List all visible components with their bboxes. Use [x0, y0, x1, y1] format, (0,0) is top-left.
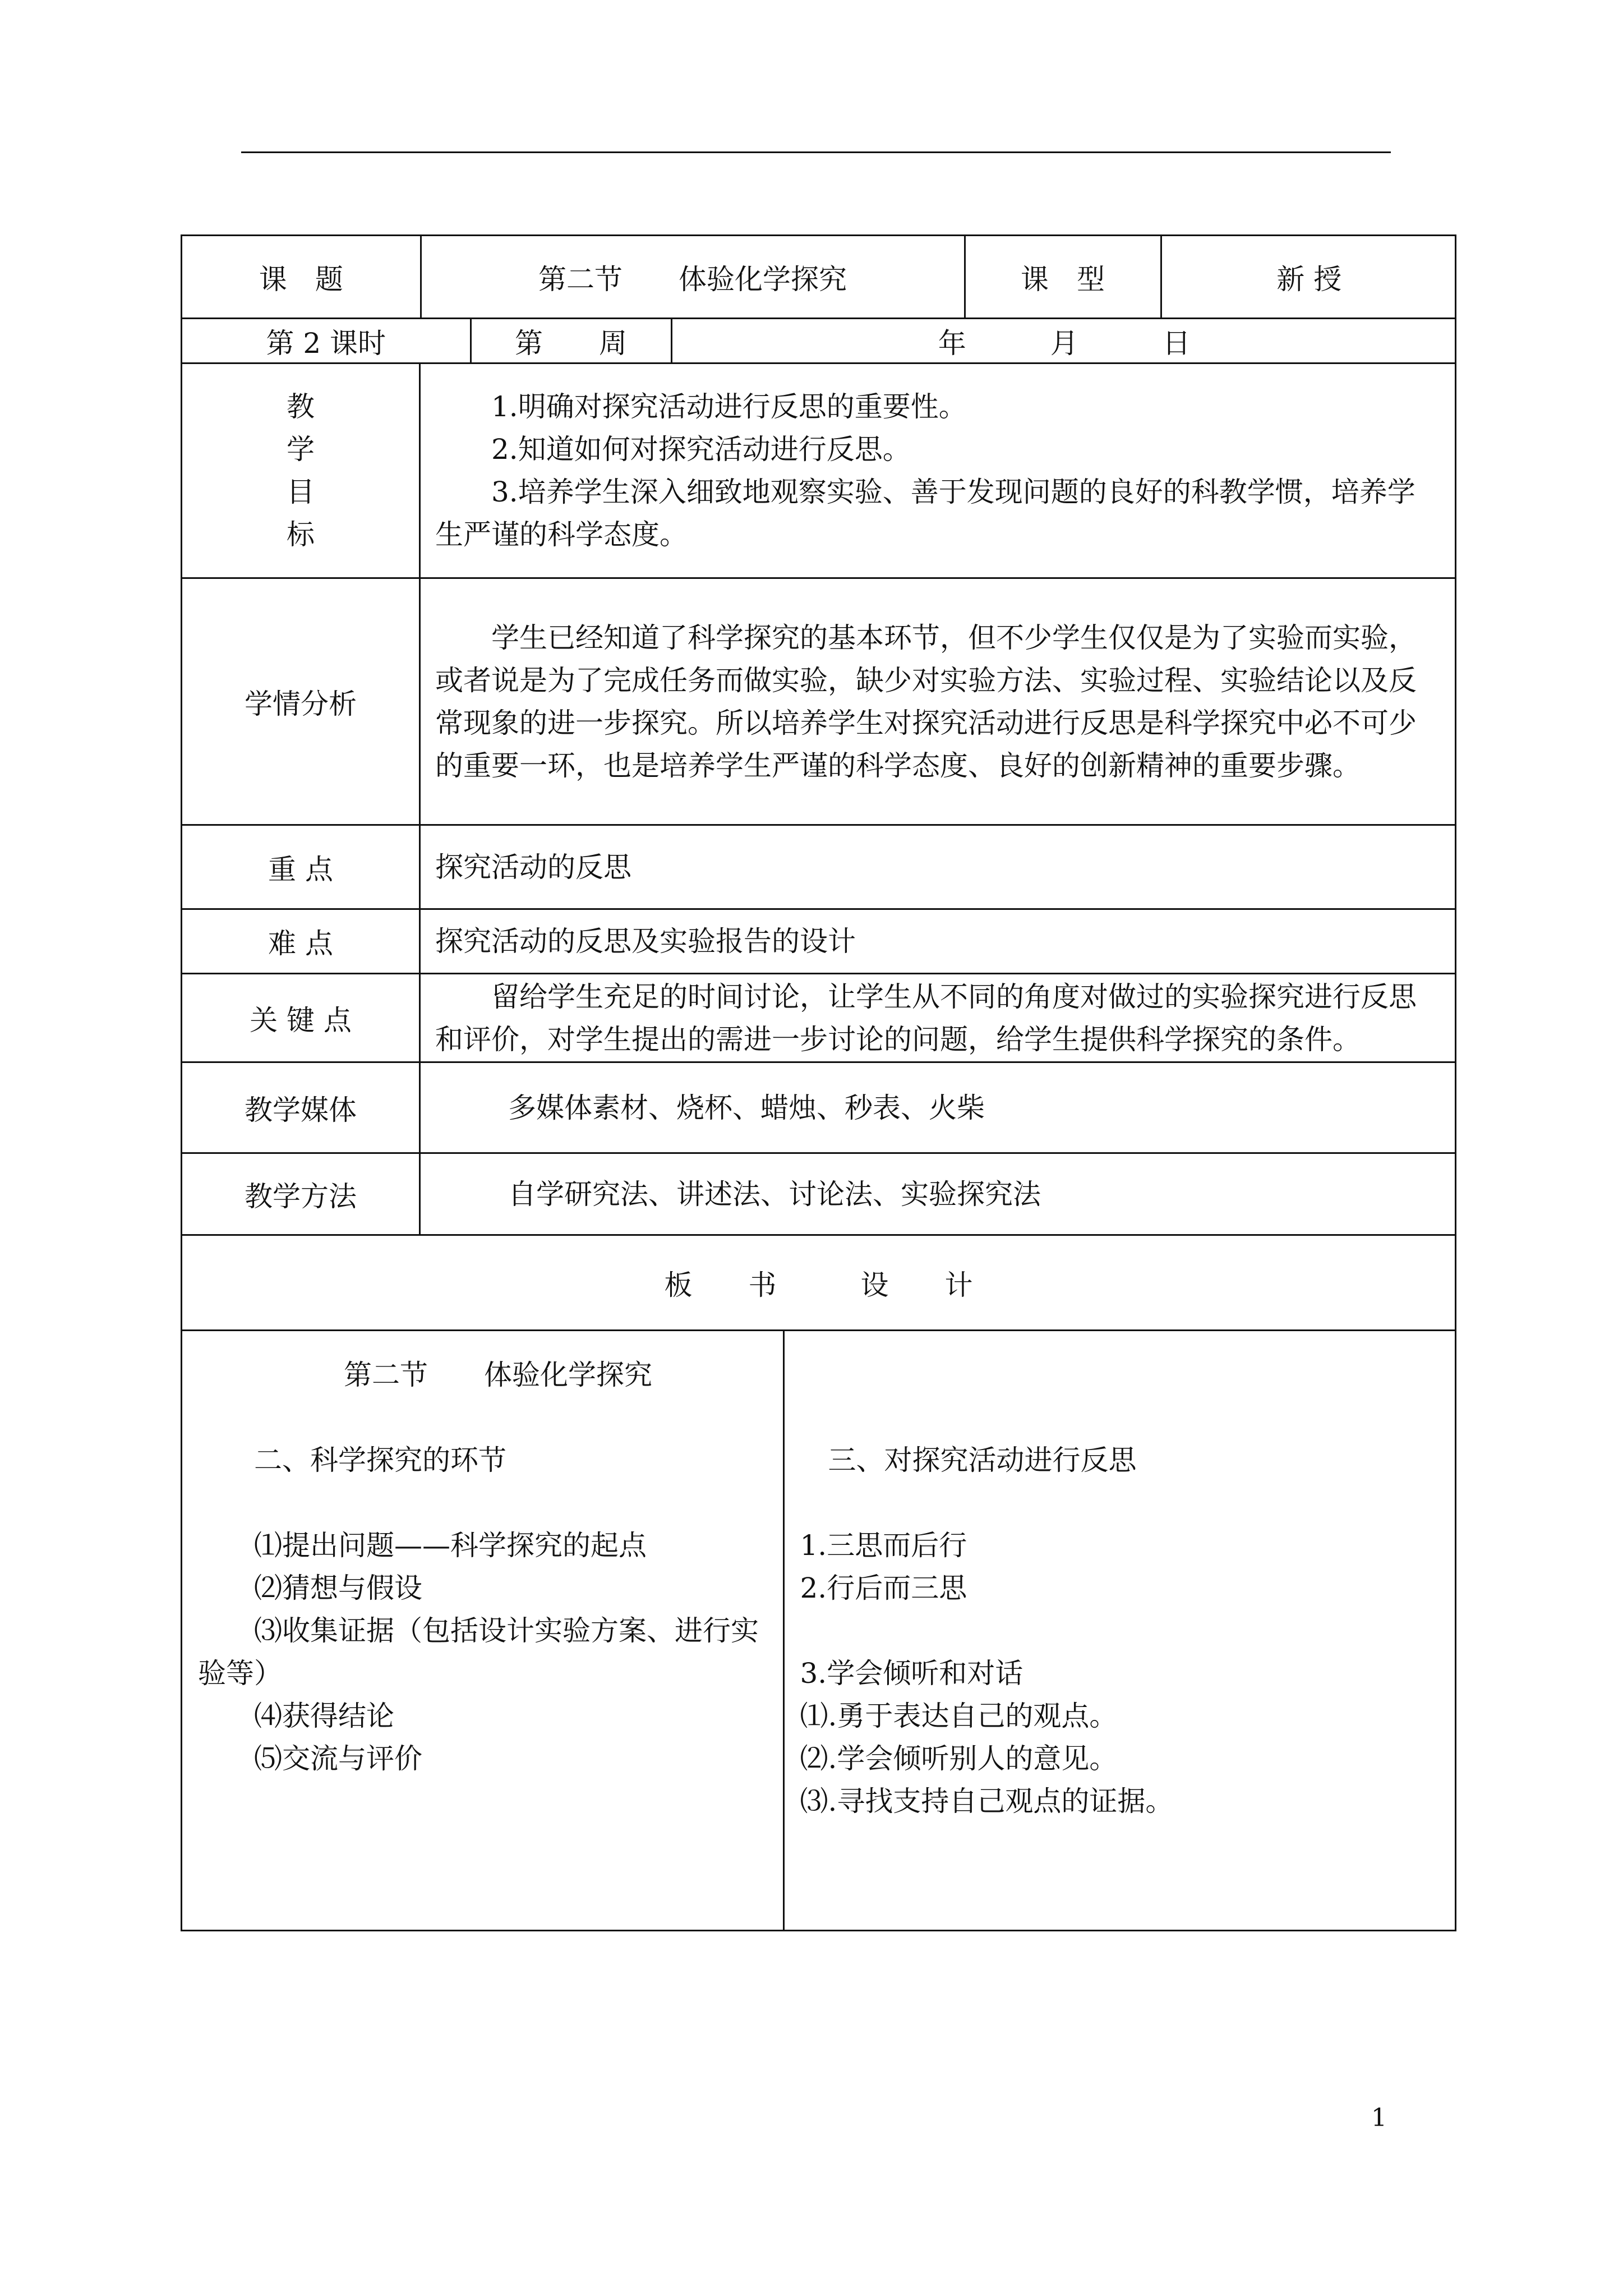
difficulty-label: 难 点	[182, 909, 420, 974]
media-content	[420, 1062, 1456, 1153]
critical-point-content	[420, 974, 1456, 1062]
lesson-plan-table	[181, 234, 1456, 1931]
board-left-item: ⑵猜想与假设	[254, 1572, 422, 1604]
key-point-text: 探究活动的反思	[420, 825, 1456, 909]
board-left-item: ⑶收集证据（包括设计实验方案、进行实验等）	[198, 1614, 759, 1690]
methods-content	[420, 1153, 1456, 1235]
lesson-title-label: 课 题	[259, 263, 343, 296]
methods-label: 教学方法	[182, 1153, 420, 1235]
difficulty-row	[182, 909, 1456, 974]
goal-item: 1.明确对探究活动进行反思的重要性。	[491, 390, 967, 423]
media-label: 教学媒体	[182, 1062, 420, 1153]
media-row	[182, 1062, 1456, 1153]
board-left-item: ⑴提出问题——科学探究的起点	[254, 1529, 647, 1562]
goals-label: 教 学 目 标	[182, 364, 420, 578]
week: 第 周	[471, 319, 671, 362]
analysis-content	[420, 578, 1456, 825]
board-left-item: ⑸交流与评价	[254, 1742, 422, 1775]
lesson-type: 新 授	[1161, 236, 1456, 318]
board-content-row	[182, 1331, 1456, 1931]
board-left	[182, 1331, 783, 1930]
board-left-title: 第二节 体验化学探究	[344, 1359, 652, 1391]
period: 第 2 课时	[266, 326, 386, 360]
board-right-item: ⑴.勇于表达自己的观点。	[800, 1700, 1118, 1732]
header-rule	[241, 151, 1391, 153]
analysis-row	[182, 578, 1456, 825]
critical-point-row	[182, 974, 1456, 1062]
title-row-inner	[182, 236, 1456, 318]
methods-text: 自学研究法、讲述法、讨论法、实验探究法	[508, 1177, 1041, 1211]
board-right-item: ⑵.学会倾听别人的意见。	[800, 1742, 1118, 1775]
goals-row	[182, 364, 1456, 578]
board-inner	[182, 1331, 1456, 1930]
board-label: 板 书 设 计	[182, 1235, 1456, 1331]
analysis-label: 学情分析	[182, 578, 420, 825]
board-right-item: 3.学会倾听和对话	[800, 1657, 1023, 1690]
analysis-text: 学生已经知道了科学探究的基本环节，但不少学生仅仅是为了实验而实验，或者说是为了完成任务而做实验，缺少对实验方法、实验过程、实验结论以及反常现象的进一步探究。所以培养学生对探究活动进行反思是科学探究中必不可少的重要一环，也是培养学生严谨的科学态度、良好的创新精神的重要步骤。	[435, 621, 1417, 782]
date: 年 月 日	[671, 319, 1456, 362]
critical-point-label: 关 键 点	[182, 974, 420, 1062]
lesson-title: 第二节 体验化学探究	[421, 236, 965, 318]
key-point-row	[182, 825, 1456, 909]
title-row	[182, 236, 1456, 319]
goal-item: 2.知道如何对探究活动进行反思。	[491, 433, 911, 466]
schedule-row-inner	[182, 319, 1456, 362]
board-header-row	[182, 1235, 1456, 1331]
goals-content	[420, 364, 1456, 578]
board-left-item: ⑷获得结论	[254, 1700, 394, 1732]
board-right-item: 1.三思而后行	[800, 1529, 967, 1562]
board-right	[783, 1331, 1456, 1930]
methods-row	[182, 1153, 1456, 1235]
difficulty-text: 探究活动的反思及实验报告的设计	[420, 909, 1456, 974]
board-right-heading: 三、对探究活动进行反思	[828, 1444, 1137, 1476]
page-number: 1	[1371, 2104, 1387, 2132]
schedule-row	[182, 319, 1456, 364]
board-right-item: ⑶.寻找支持自己观点的证据。	[800, 1785, 1174, 1818]
critical-point-text: 留给学生充足的时间讨论，让学生从不同的角度对做过的实验探究进行反思和评价，对学生提出的需进一步讨论的问题，给学生提供科学探究的条件。	[435, 980, 1417, 1056]
board-left-heading: 二、科学探究的环节	[254, 1444, 506, 1476]
media-text: 多媒体素材、烧杯、蜡烛、秒表、火柴	[508, 1091, 985, 1124]
board-right-item: 2.行后而三思	[800, 1572, 967, 1604]
lesson-type-label: 课 型	[965, 236, 1161, 318]
goal-item: 3.培养学生深入细致地观察实验、善于发现问题的良好的科教学惯，培养学生严谨的科学态度。	[435, 476, 1415, 551]
key-point-label: 重 点	[182, 825, 420, 909]
